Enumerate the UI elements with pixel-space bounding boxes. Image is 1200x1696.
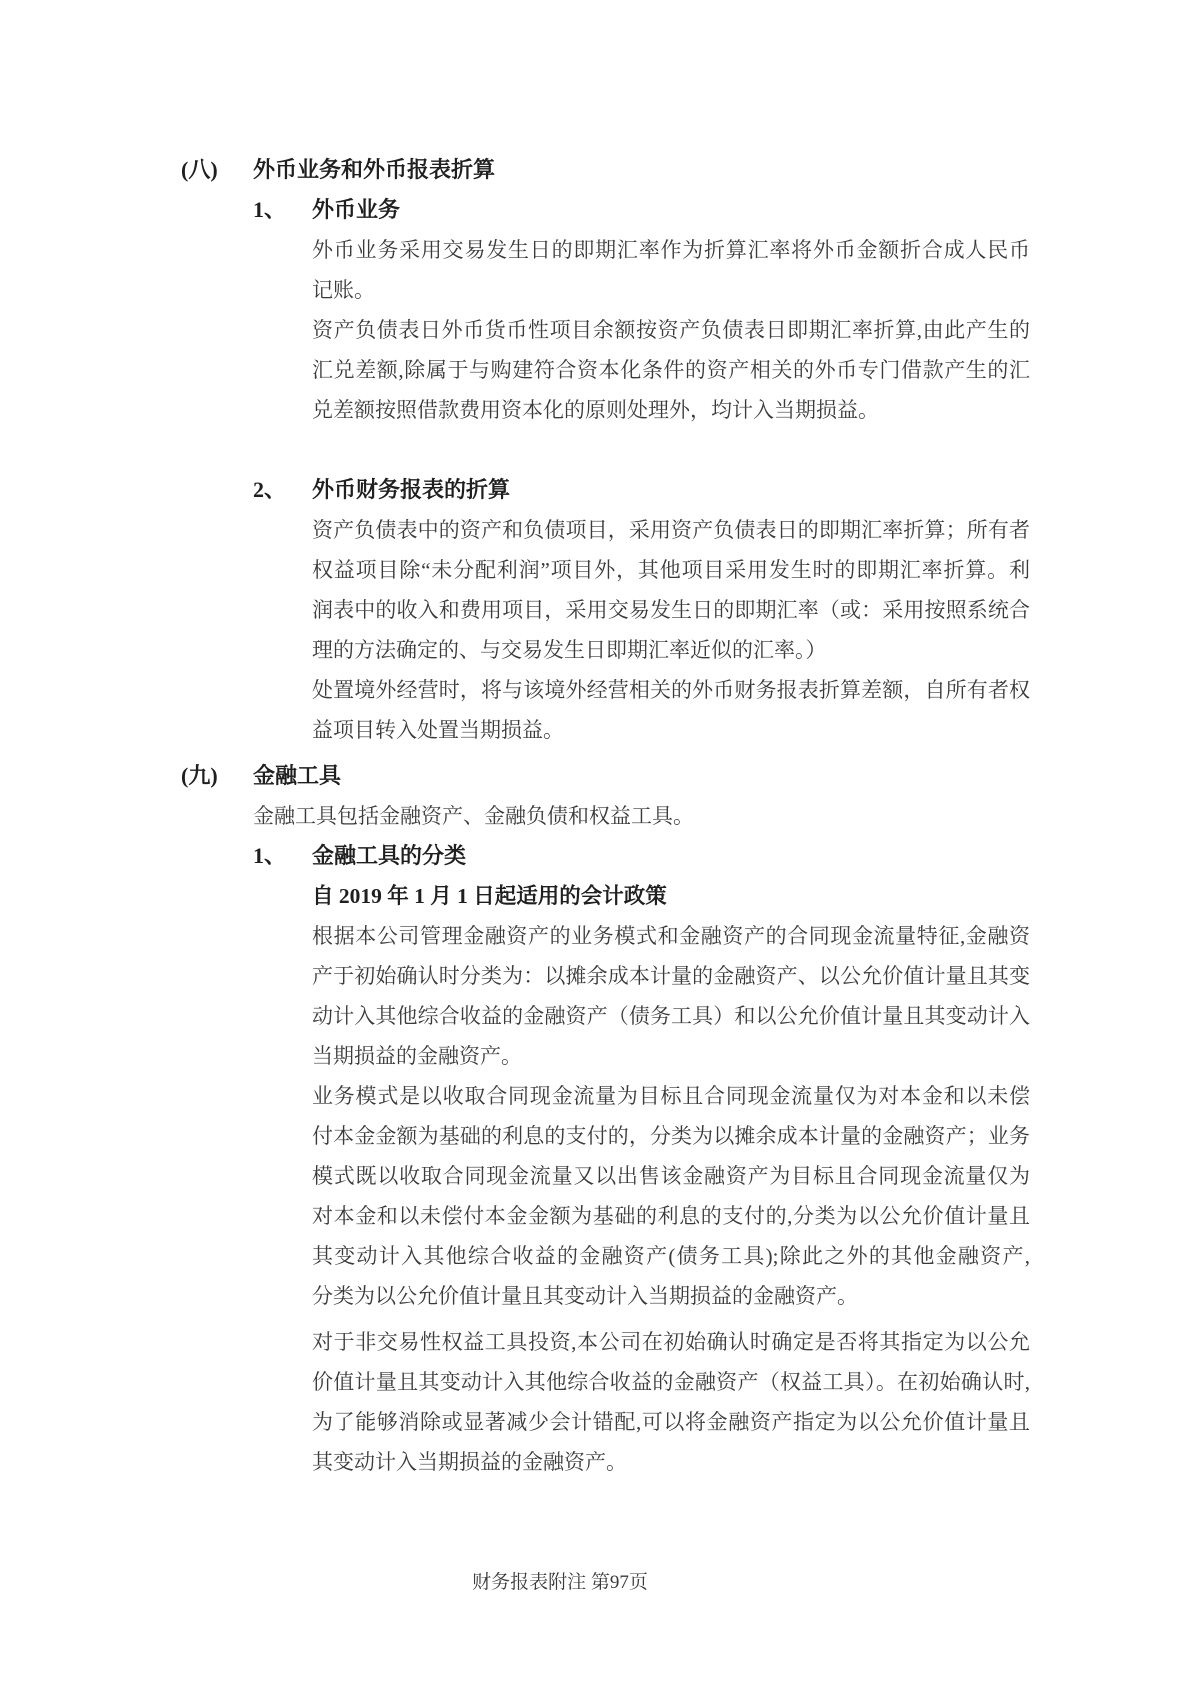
text-line: 汇兑差额,除属于与购建符合资本化条件的资产相关的外币专门借款产生的汇: [312, 358, 1030, 382]
document-content: [0, 150, 1200, 1482]
section-marker: (八): [181, 157, 218, 182]
section-heading-9: [0, 756, 1200, 796]
subsection-title: 金融工具的分类: [312, 843, 467, 868]
paragraph: [312, 670, 1030, 750]
text-line: 根据本公司管理金融资产的业务模式和金融资产的合同现金流量特征,金融资: [312, 924, 1030, 948]
section-marker: (九): [181, 763, 218, 788]
text-line: 理的方法确定的、与交易发生日即期汇率近似的汇率。）: [312, 638, 827, 662]
page-footer: 财务报表附注 第97页: [472, 1572, 648, 1593]
text-line: 记账。: [312, 278, 375, 302]
paragraph: [312, 230, 1030, 310]
paragraph: [312, 1322, 1030, 1482]
text-line: 其变动计入当期损益的金融资产。: [312, 1450, 627, 1474]
text-line: 兑差额按照借款费用资本化的原则处理外，均计入当期损益。: [312, 398, 879, 422]
text-line: 权益项目除“未分配利润”项目外，其他项目采用发生时的即期汇率折算。利: [312, 558, 1030, 582]
text-line: 益项目转入处置当期损益。: [312, 718, 564, 742]
section-title: 金融工具: [253, 763, 342, 788]
text-line: 动计入其他综合收益的金融资产（债务工具）和以公允价值计量且其变动计入: [312, 1004, 1030, 1028]
subsection-title: 外币财务报表的折算: [312, 477, 511, 502]
text-line: 为了能够消除或显著减少会计错配,可以将金融资产指定为以公允价值计量且: [312, 1410, 1030, 1434]
text-line: 外币业务采用交易发生日的即期汇率作为折算汇率将外币金额折合成人民币: [312, 238, 1030, 262]
text-line: 对本金和以未偿付本金金额为基础的利息的支付的,分类为以公允价值计量且: [312, 1204, 1030, 1228]
text-line: 处置境外经营时，将与该境外经营相关的外币财务报表折算差额，自所有者权: [312, 678, 1030, 702]
text-line: 产于初始确认时分类为：以摊余成本计量的金融资产、以公允价值计量且其变: [312, 964, 1030, 988]
subsection-marker: 1、: [253, 843, 287, 868]
text-line: 模式既以收取合同现金流量又以出售该金融资产为目标且合同现金流量仅为: [312, 1164, 1030, 1188]
text-line: 对于非交易性权益工具投资,本公司在初始确认时确定是否将其指定为以公允: [312, 1330, 1030, 1354]
text-line: 资产负债表中的资产和负债项目，采用资产负债表日的即期汇率折算；所有者: [312, 518, 1030, 542]
text-line: 金融工具包括金融资产、金融负债和权益工具。: [253, 804, 694, 828]
subsection-title: 外币业务: [312, 197, 401, 222]
text-line: 资产负债表日外币货币性项目余额按资产负债表日即期汇率折算,由此产生的: [312, 318, 1030, 342]
text-line: 付本金金额为基础的利息的支付的，分类为以摊余成本计量的金融资产；业务: [312, 1124, 1030, 1148]
section-title: 外币业务和外币报表折算: [253, 157, 496, 182]
paragraph: [312, 510, 1030, 670]
text-line: 价值计量且其变动计入其他综合收益的金融资产（权益工具）。在初始确认时,: [312, 1370, 1030, 1394]
subsection-heading-9-1: [0, 836, 1200, 876]
paragraph: [312, 916, 1030, 1076]
paragraph: [312, 1076, 1030, 1316]
blank-line: [0, 430, 1200, 470]
policy-heading: 自 2019 年 1 月 1 日起适用的会计政策: [312, 884, 667, 908]
intro-paragraph: [253, 796, 1030, 836]
subsection-marker: 2、: [253, 477, 287, 502]
text-line: 其变动计入其他综合收益的金融资产(债务工具);除此之外的其他金融资产,: [312, 1244, 1030, 1268]
paragraph: [312, 310, 1030, 430]
text-line: 润表中的收入和费用项目，采用交易发生日的即期汇率（或：采用按照系统合: [312, 598, 1030, 622]
text-line: 业务模式是以收取合同现金流量为目标且合同现金流量仅为对本金和以未偿: [312, 1084, 1030, 1108]
subsection-heading-8-2: [0, 470, 1200, 510]
text-line: 分类为以公允价值计量且其变动计入当期损益的金融资产。: [312, 1284, 858, 1308]
section-heading-8: [0, 150, 1200, 190]
subsection-heading-8-1: [0, 190, 1200, 230]
subsection-marker: 1、: [253, 197, 287, 222]
text-line: 当期损益的金融资产。: [312, 1044, 522, 1068]
